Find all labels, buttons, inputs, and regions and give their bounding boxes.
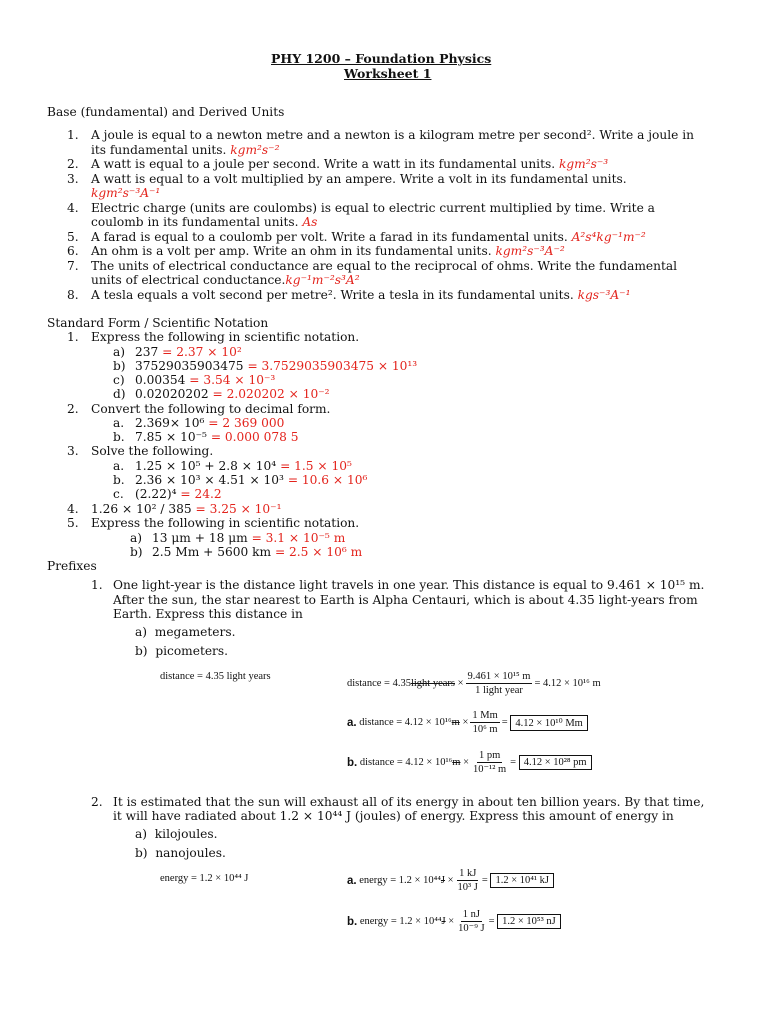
list-number: 4. bbox=[67, 502, 79, 516]
problem-text: It is estimated that the sun will exhaust all of its energy in about ten billion years. By that time, bbox=[113, 795, 705, 809]
result-box: 4.12 × 10¹⁰ Mm bbox=[510, 715, 588, 731]
sub-item: a. bbox=[113, 416, 125, 430]
sub-item-text: 0.02020202 = 2.020202 × 10⁻² bbox=[135, 387, 330, 401]
section-heading-prefixes: Prefixes bbox=[47, 559, 97, 573]
conversion-line: distance = 4.35 light years × $\frac{\text{9.461 × 10¹⁵ m}}{\text{1 light year}}$ = 4.12 × 10¹⁶ m bbox=[347, 671, 601, 696]
answer-b-picometers: b. distance = 4.12 × 10¹⁶ m × $\frac{1 pm}{\text{10⁻¹² m}}$ = 4.12 × 10²⁸ pm bbox=[347, 749, 592, 776]
problem-text: After the sun, the star nearest to Earth is Alpha Centauri, which is about 4.35 light-years from bbox=[113, 593, 698, 607]
list-item-text: coulomb in its fundamental units. As bbox=[91, 215, 318, 229]
sub-item-text: 2.5 Mm + 5600 km = 2.5 × 10⁶ m bbox=[152, 545, 363, 559]
sub-item: b. bbox=[113, 473, 125, 487]
worksheet-title: Worksheet 1 bbox=[344, 66, 432, 81]
list-number: 5. bbox=[67, 516, 79, 530]
answer: kg⁻¹m⁻²s³A² bbox=[285, 273, 360, 287]
sub-item: a) kilojoules. bbox=[135, 827, 218, 841]
list-number: 3. bbox=[67, 444, 79, 458]
sub-item: a) bbox=[113, 345, 126, 359]
list-item-text: A watt is equal to a volt multiplied by an ampere. Write a volt in its fundamental units. bbox=[91, 172, 627, 186]
problem-text: it will have radiated about 1.2 × 10⁴⁴ J (joules) of energy. Express this amount of energy in bbox=[113, 809, 674, 823]
sub-item-text: 237 = 2.37 × 10² bbox=[135, 345, 242, 359]
answer: kgm²s⁻³A⁻² bbox=[495, 244, 565, 258]
question-text: Convert the following to decimal form. bbox=[91, 402, 331, 416]
answer: = 3.54 × 10⁻³ bbox=[189, 373, 276, 387]
answer: kgm²s⁻³A⁻¹ bbox=[91, 186, 161, 200]
answer: = 0.000 078 5 bbox=[210, 430, 299, 444]
list-item: 3. bbox=[67, 172, 79, 186]
sub-item: b) bbox=[130, 545, 143, 559]
result-box: 4.12 × 10²⁸ pm bbox=[519, 755, 592, 770]
answer: kgs⁻³A⁻¹ bbox=[577, 288, 631, 302]
sub-item: c. bbox=[113, 487, 124, 501]
list-item: 7. bbox=[67, 259, 79, 273]
list-item: 2. bbox=[67, 157, 79, 171]
result-box: 1.2 × 10⁵³ nJ bbox=[497, 914, 561, 929]
sub-item: b) bbox=[113, 359, 126, 373]
list-item-text: A joule is equal to a newton metre and a newton is a kilogram metre per second². Write a joule in bbox=[91, 128, 694, 142]
section-heading-scientific: Standard Form / Scientific Notation bbox=[47, 316, 269, 330]
list-item: 6. bbox=[67, 244, 79, 258]
sub-item: b) nanojoules. bbox=[135, 846, 226, 860]
answer: = 1.5 × 10⁵ bbox=[280, 459, 352, 473]
problem-text: Earth. Express this distance in bbox=[113, 607, 303, 621]
list-item: 5. bbox=[67, 230, 79, 244]
answer-a-megameters: a. distance = 4.12 × 10¹⁶ m × $\frac{1 Mm}{\text{10⁶ m}}$ = 4.12 × 10¹⁰ Mm bbox=[347, 709, 588, 736]
answer: = 3.7529035903475 × 10¹³ bbox=[247, 359, 418, 373]
list-item-text: A watt is equal to a joule per second. Write a watt in its fundamental units. kgm²s⁻³ bbox=[91, 157, 609, 171]
answer: = 3.1 × 10⁻⁵ m bbox=[251, 531, 346, 545]
sub-item: a) bbox=[130, 531, 143, 545]
result-box: 1.2 × 10⁴¹ kJ bbox=[490, 873, 554, 888]
sub-item-text: 1.25 × 10⁵ + 2.8 × 10⁴ = 1.5 × 10⁵ bbox=[135, 459, 352, 473]
sub-item: b. bbox=[113, 430, 125, 444]
list-number: 2. bbox=[91, 795, 103, 809]
question-text: Solve the following. bbox=[91, 444, 214, 458]
sub-item: a) megameters. bbox=[135, 625, 236, 639]
list-item-text: its fundamental units. kgm²s⁻² bbox=[91, 143, 280, 157]
list-number: 1. bbox=[67, 330, 79, 344]
list-number: 2. bbox=[67, 402, 79, 416]
sub-item-text: 13 μm + 18 μm = 3.1 × 10⁻⁵ m bbox=[152, 531, 346, 545]
sub-item-text: 0.00354 = 3.54 × 10⁻³ bbox=[135, 373, 276, 387]
question-text: Express the following in scientific notation. bbox=[91, 330, 360, 344]
answer: = 2.37 × 10² bbox=[162, 345, 242, 359]
problem-text: One light-year is the distance light travels in one year. This distance is equal to 9.461 × 10¹⁵ m. bbox=[113, 578, 705, 592]
section-heading-units: Base (fundamental) and Derived Units bbox=[47, 105, 285, 119]
list-item: 4. bbox=[67, 201, 79, 215]
question-text: Express the following in scientific notation. bbox=[91, 516, 360, 530]
sub-item-text: 2.36 × 10³ × 4.51 × 10³ = 10.6 × 10⁶ bbox=[135, 473, 368, 487]
answer: kgm²s⁻² bbox=[230, 143, 280, 157]
list-number: 1. bbox=[91, 578, 103, 592]
sub-item-text: 37529035903475 = 3.7529035903475 × 10¹³ bbox=[135, 359, 418, 373]
list-item-text: units of electrical conductance.kg⁻¹m⁻²s³A² bbox=[91, 273, 360, 287]
course-title: PHY 1200 – Foundation Physics bbox=[271, 51, 492, 66]
answer: A²s⁴kg⁻¹m⁻² bbox=[571, 230, 646, 244]
given-energy: energy = 1.2 × 10⁴⁴ J bbox=[160, 873, 249, 884]
sub-item: b) picometers. bbox=[135, 644, 229, 658]
list-item: 1. bbox=[67, 128, 79, 142]
sub-item-text: (2.22)⁴ = 24.2 bbox=[135, 487, 222, 501]
sub-item: a. bbox=[113, 459, 125, 473]
given-distance: distance = 4.35 light years bbox=[160, 671, 271, 682]
answer: = 2.020202 × 10⁻² bbox=[212, 387, 330, 401]
sub-item: c) bbox=[113, 373, 125, 387]
answer-b-nanojoules: b. energy = 1.2 × 10⁴⁴ J × $\frac{1 nJ}{\text{10⁻⁹ J}}$ = 1.2 × 10⁵³ nJ bbox=[347, 908, 561, 935]
answer: = 2 369 000 bbox=[208, 416, 285, 430]
answer: = 2.5 × 10⁶ m bbox=[274, 545, 363, 559]
list-item-text: The units of electrical conductance are equal to the reciprocal of ohms. Write the fundamental bbox=[91, 259, 678, 273]
list-item-text: A tesla equals a volt second per metre². Write a tesla in its fundamental units. kgs⁻³A⁻¹ bbox=[91, 288, 631, 302]
answer: = 24.2 bbox=[180, 487, 222, 501]
answer: = 3.25 × 10⁻¹ bbox=[195, 502, 282, 516]
answer: kgm²s⁻³ bbox=[558, 157, 609, 171]
sub-item: d) bbox=[113, 387, 126, 401]
list-item: 8. bbox=[67, 288, 79, 302]
sub-item-text: 7.85 × 10⁻⁵ = 0.000 078 5 bbox=[135, 430, 299, 444]
question-text: 1.26 × 10² / 385 = 3.25 × 10⁻¹ bbox=[91, 502, 282, 516]
list-item-text: Electric charge (units are coulombs) is equal to electric current multiplied by time. Write a bbox=[91, 201, 655, 215]
list-item-text: An ohm is a volt per amp. Write an ohm in its fundamental units. kgm²s⁻³A⁻² bbox=[91, 244, 565, 258]
sub-item-text: 2.369× 10⁶ = 2 369 000 bbox=[135, 416, 285, 430]
list-item-text: A farad is equal to a coulomb per volt. Write a farad in its fundamental units. A²s⁴kg⁻¹m⁻² bbox=[91, 230, 646, 244]
answer: = 10.6 × 10⁶ bbox=[287, 473, 368, 487]
answer-a-kilojoules: a. energy = 1.2 × 10⁴⁴ J × $\frac{1 kJ}{\text{10³ J}}$ = 1.2 × 10⁴¹ kJ bbox=[347, 867, 554, 894]
answer: As bbox=[302, 215, 318, 229]
